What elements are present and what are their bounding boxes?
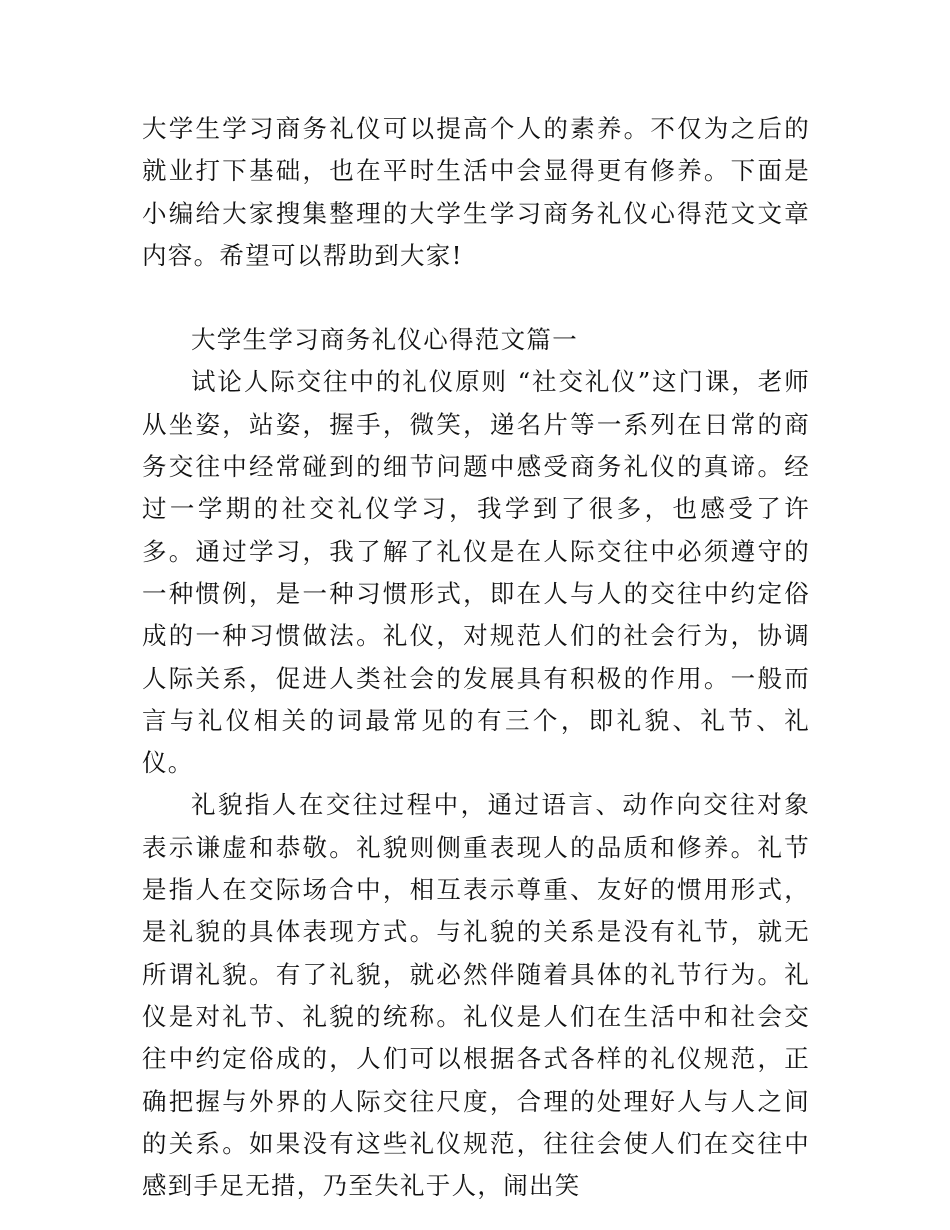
body-paragraph-1: 试论人际交往中的礼仪原则 “社交礼仪”这门课，老师从坐姿，站姿，握手，微笑，递名片等一系列在日常的商务交往中经常碰到的细节问题中感受商务礼仪的真谛。经过一学期的社交礼仪学习，我学到了很多，也感受了许多。通过学习，我了解了礼仪是在人际交往中必须遵守的一种惯例，是一种习惯形式，即在人与人的交往中约定俗成的一种习惯做法。礼仪，对规范人们的社会行为，协调人际关系，促进人类社会的发展具有积极的作用。一般而言与礼仪相关的词最常见的有三个，即礼貌、礼节、礼仪。 [142, 367, 810, 778]
paragraph-spacer [142, 277, 810, 319]
document-body [142, 108, 810, 1207]
body-paragraph-2: 礼貌指人在交往过程中，通过语言、动作向交往对象表示谦虚和恭敬。礼貌则侧重表现人的品质和修养。礼节是指人在交际场合中，相互表示尊重、友好的惯用形式，是礼貌的具体表现方式。与礼貌的关系是没有礼节，就无所谓礼貌。有了礼貌，就必然伴随着具体的礼节行为。礼仪是对礼节、礼貌的统称。礼仪是人们在生活中和社会交往中约定俗成的，人们可以根据各式各样的礼仪规范，正确把握与外界的人际交往尺度，合理的处理好人与人之间的关系。如果没有这些礼仪规范，往往会使人们在交往中感到手足无措，乃至失礼于人，闹出笑 [142, 790, 810, 1201]
intro-paragraph: 大学生学习商务礼仪可以提高个人的素养。不仅为之后的就业打下基础，也在平时生活中会显得更有修养。下面是小编给大家搜集整理的大学生学习商务礼仪心得范文文章内容。希望可以帮助到大家! [142, 114, 810, 270]
section-title: 大学生学习商务礼仪心得范文篇一 [191, 325, 578, 355]
